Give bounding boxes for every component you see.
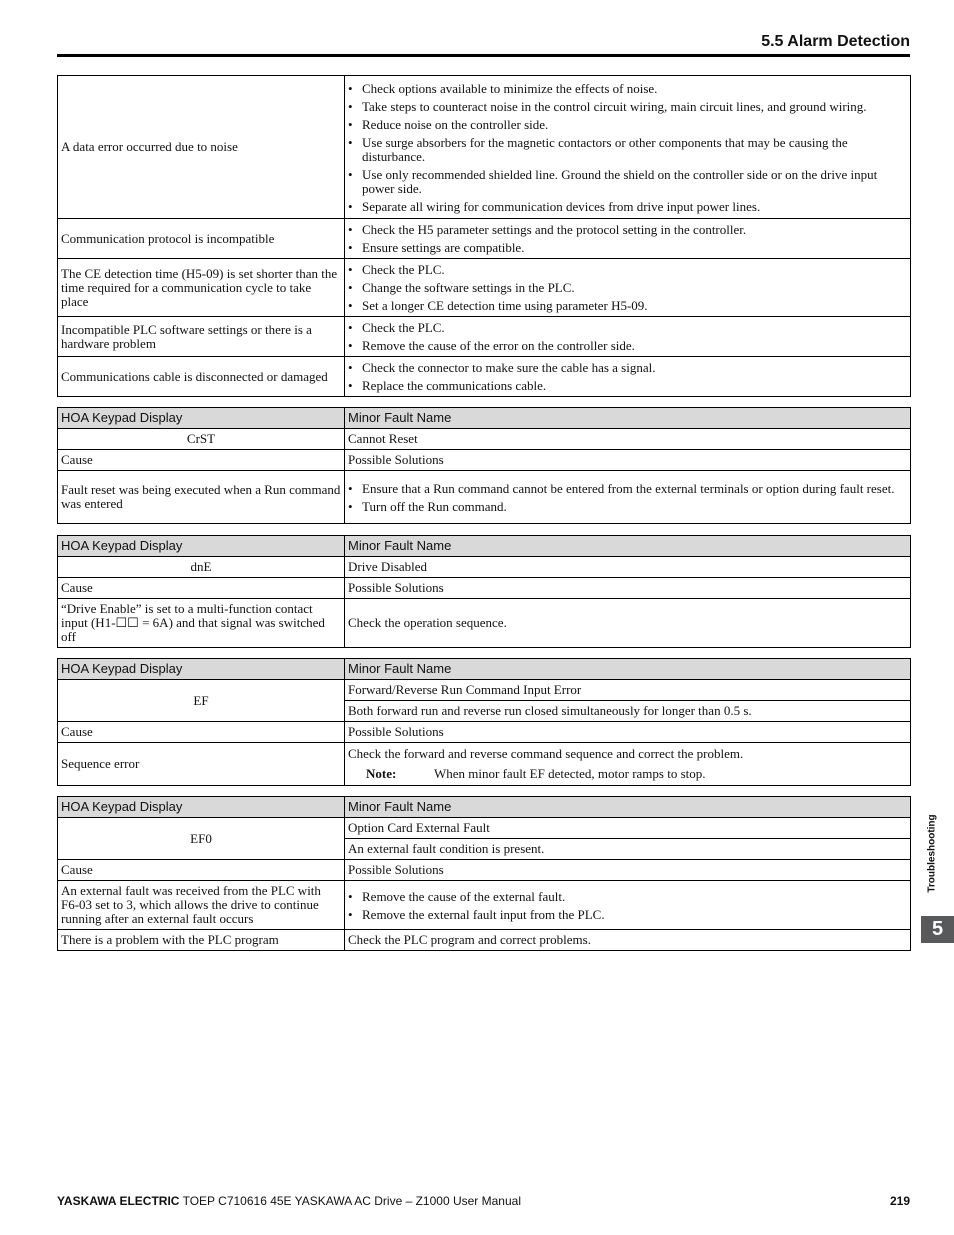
header-rule [57, 54, 910, 57]
list-item: • Check the PLC. [348, 321, 907, 335]
hoa-keypad-display-header: HOA Keypad Display [58, 797, 345, 818]
fault-name-value: Option Card External Fault [345, 818, 911, 839]
list-item: • Remove the cause of the external fault. [348, 890, 907, 904]
cause-cell: The CE detection time (H5-09) is set shorter than the time required for a communication cycle to take place [58, 259, 345, 317]
cause-cell: Incompatible PLC software settings or there is a hardware problem [58, 317, 345, 357]
list-item: • Change the software settings in the PLC. [348, 281, 907, 295]
list-item: • Remove the external fault input from the PLC. [348, 908, 907, 922]
list-item: • Check options available to minimize the effects of noise. [348, 82, 907, 96]
hoa-keypad-display-header: HOA Keypad Display [58, 659, 345, 680]
solutions-cell [345, 219, 911, 259]
list-item: • Check the connector to make sure the cable has a signal. [348, 361, 907, 375]
possible-solutions-header: Possible Solutions [345, 860, 911, 881]
fault-name-value: Drive Disabled [345, 557, 911, 578]
ef0-table [57, 796, 911, 951]
table-row [58, 317, 911, 357]
cause-header: Cause [58, 578, 345, 599]
keypad-display-value: CrST [58, 429, 345, 450]
crst-table [57, 407, 911, 524]
cause-cell: A data error occurred due to noise [58, 76, 345, 219]
solutions-cell [345, 743, 911, 786]
fault-description: An external fault condition is present. [345, 839, 911, 860]
list-item: • Ensure that a Run command cannot be entered from the external terminals or option during fault reset. [348, 482, 907, 496]
cause-cell: An external fault was received from the PLC with F6-03 set to 3, which allows the drive to continue running after an external fault occurs [58, 881, 345, 930]
solutions-cell: Check the PLC program and correct problems. [345, 930, 911, 951]
list-item: • Take steps to counteract noise in the control circuit wiring, main circuit lines, and ground wiring. [348, 100, 907, 114]
list-item: • Separate all wiring for communication devices from drive input power lines. [348, 200, 907, 214]
keypad-display-value: EF [58, 680, 345, 722]
list-item: • Replace the communications cable. [348, 379, 907, 393]
hoa-keypad-display-header: HOA Keypad Display [58, 408, 345, 429]
cause-header: Cause [58, 450, 345, 471]
minor-fault-name-header: Minor Fault Name [345, 797, 911, 818]
solutions-cell [345, 471, 911, 524]
cause-header: Cause [58, 860, 345, 881]
list-item: • Use surge absorbers for the magnetic contactors or other components that may be causing the disturbance. [348, 136, 907, 164]
ef-table [57, 658, 911, 786]
table-row [58, 881, 911, 930]
list-item: • Ensure settings are compatible. [348, 241, 907, 255]
table-row [58, 76, 911, 219]
possible-solutions-header: Possible Solutions [345, 450, 911, 471]
list-item: • Check the H5 parameter settings and the protocol setting in the controller. [348, 223, 907, 237]
cause-cell: Communication protocol is incompatible [58, 219, 345, 259]
list-item: • Use only recommended shielded line. Ground the shield on the controller side or on the drive input power side. [348, 168, 907, 196]
solutions-cell: Check the operation sequence. [345, 599, 911, 648]
placeholder-boxes: ☐☐ [115, 615, 139, 630]
table-row [58, 599, 911, 648]
note [348, 767, 907, 781]
solution-text: Check the forward and reverse command sequence and correct the problem. [348, 746, 744, 761]
footer-brand: YASKAWA ELECTRIC [57, 1194, 180, 1208]
side-tab-label: Troubleshooting [926, 814, 938, 893]
table-row [58, 930, 911, 951]
minor-fault-name-header: Minor Fault Name [345, 536, 911, 557]
dne-table [57, 535, 911, 648]
cause-cell: Communications cable is disconnected or damaged [58, 357, 345, 397]
cause-cell: “Drive Enable” is set to a multi-function contact input (H1-☐☐ = 6A) and that signal was switched off [58, 599, 345, 648]
solutions-cell [345, 357, 911, 397]
footer [57, 1194, 910, 1208]
page-number: 219 [889, 1194, 910, 1208]
solutions-cell [345, 317, 911, 357]
section-title: 5.5 Alarm Detection [761, 33, 910, 50]
cause-cell: Fault reset was being executed when a Run command was entered [58, 471, 345, 524]
cause-header: Cause [58, 722, 345, 743]
solutions-cell [345, 76, 911, 219]
keypad-display-value: dnE [58, 557, 345, 578]
solutions-cell [345, 881, 911, 930]
footer-doc: TOEP C710616 45E YASKAWA AC Drive – Z1000 User Manual [179, 1194, 521, 1208]
table-row [58, 219, 911, 259]
note-text: When minor fault EF detected, motor ramps to stop. [434, 766, 706, 781]
list-item: • Reduce noise on the controller side. [348, 118, 907, 132]
table-row [58, 471, 911, 524]
table-row [58, 743, 911, 786]
minor-fault-name-header: Minor Fault Name [345, 408, 911, 429]
possible-solutions-header: Possible Solutions [345, 722, 911, 743]
fault-name-value: Forward/Reverse Run Command Input Error [345, 680, 911, 701]
list-item: • Set a longer CE detection time using parameter H5-09. [348, 299, 907, 313]
chapter-badge: 5 [921, 916, 954, 943]
table-row [58, 259, 911, 317]
cause-cell: There is a problem with the PLC program [58, 930, 345, 951]
comm-error-table [57, 75, 911, 397]
keypad-display-value: EF0 [58, 818, 345, 860]
solutions-cell [345, 259, 911, 317]
list-item: • Turn off the Run command. [348, 500, 907, 514]
table-row [58, 357, 911, 397]
minor-fault-name-header: Minor Fault Name [345, 659, 911, 680]
cause-cell: Sequence error [58, 743, 345, 786]
list-item: • Remove the cause of the error on the controller side. [348, 339, 907, 353]
list-item: • Check the PLC. [348, 263, 907, 277]
hoa-keypad-display-header: HOA Keypad Display [58, 536, 345, 557]
fault-name-value: Cannot Reset [345, 429, 911, 450]
fault-description: Both forward run and reverse run closed simultaneously for longer than 0.5 s. [345, 701, 911, 722]
note-label: Note: [366, 766, 397, 781]
possible-solutions-header: Possible Solutions [345, 578, 911, 599]
